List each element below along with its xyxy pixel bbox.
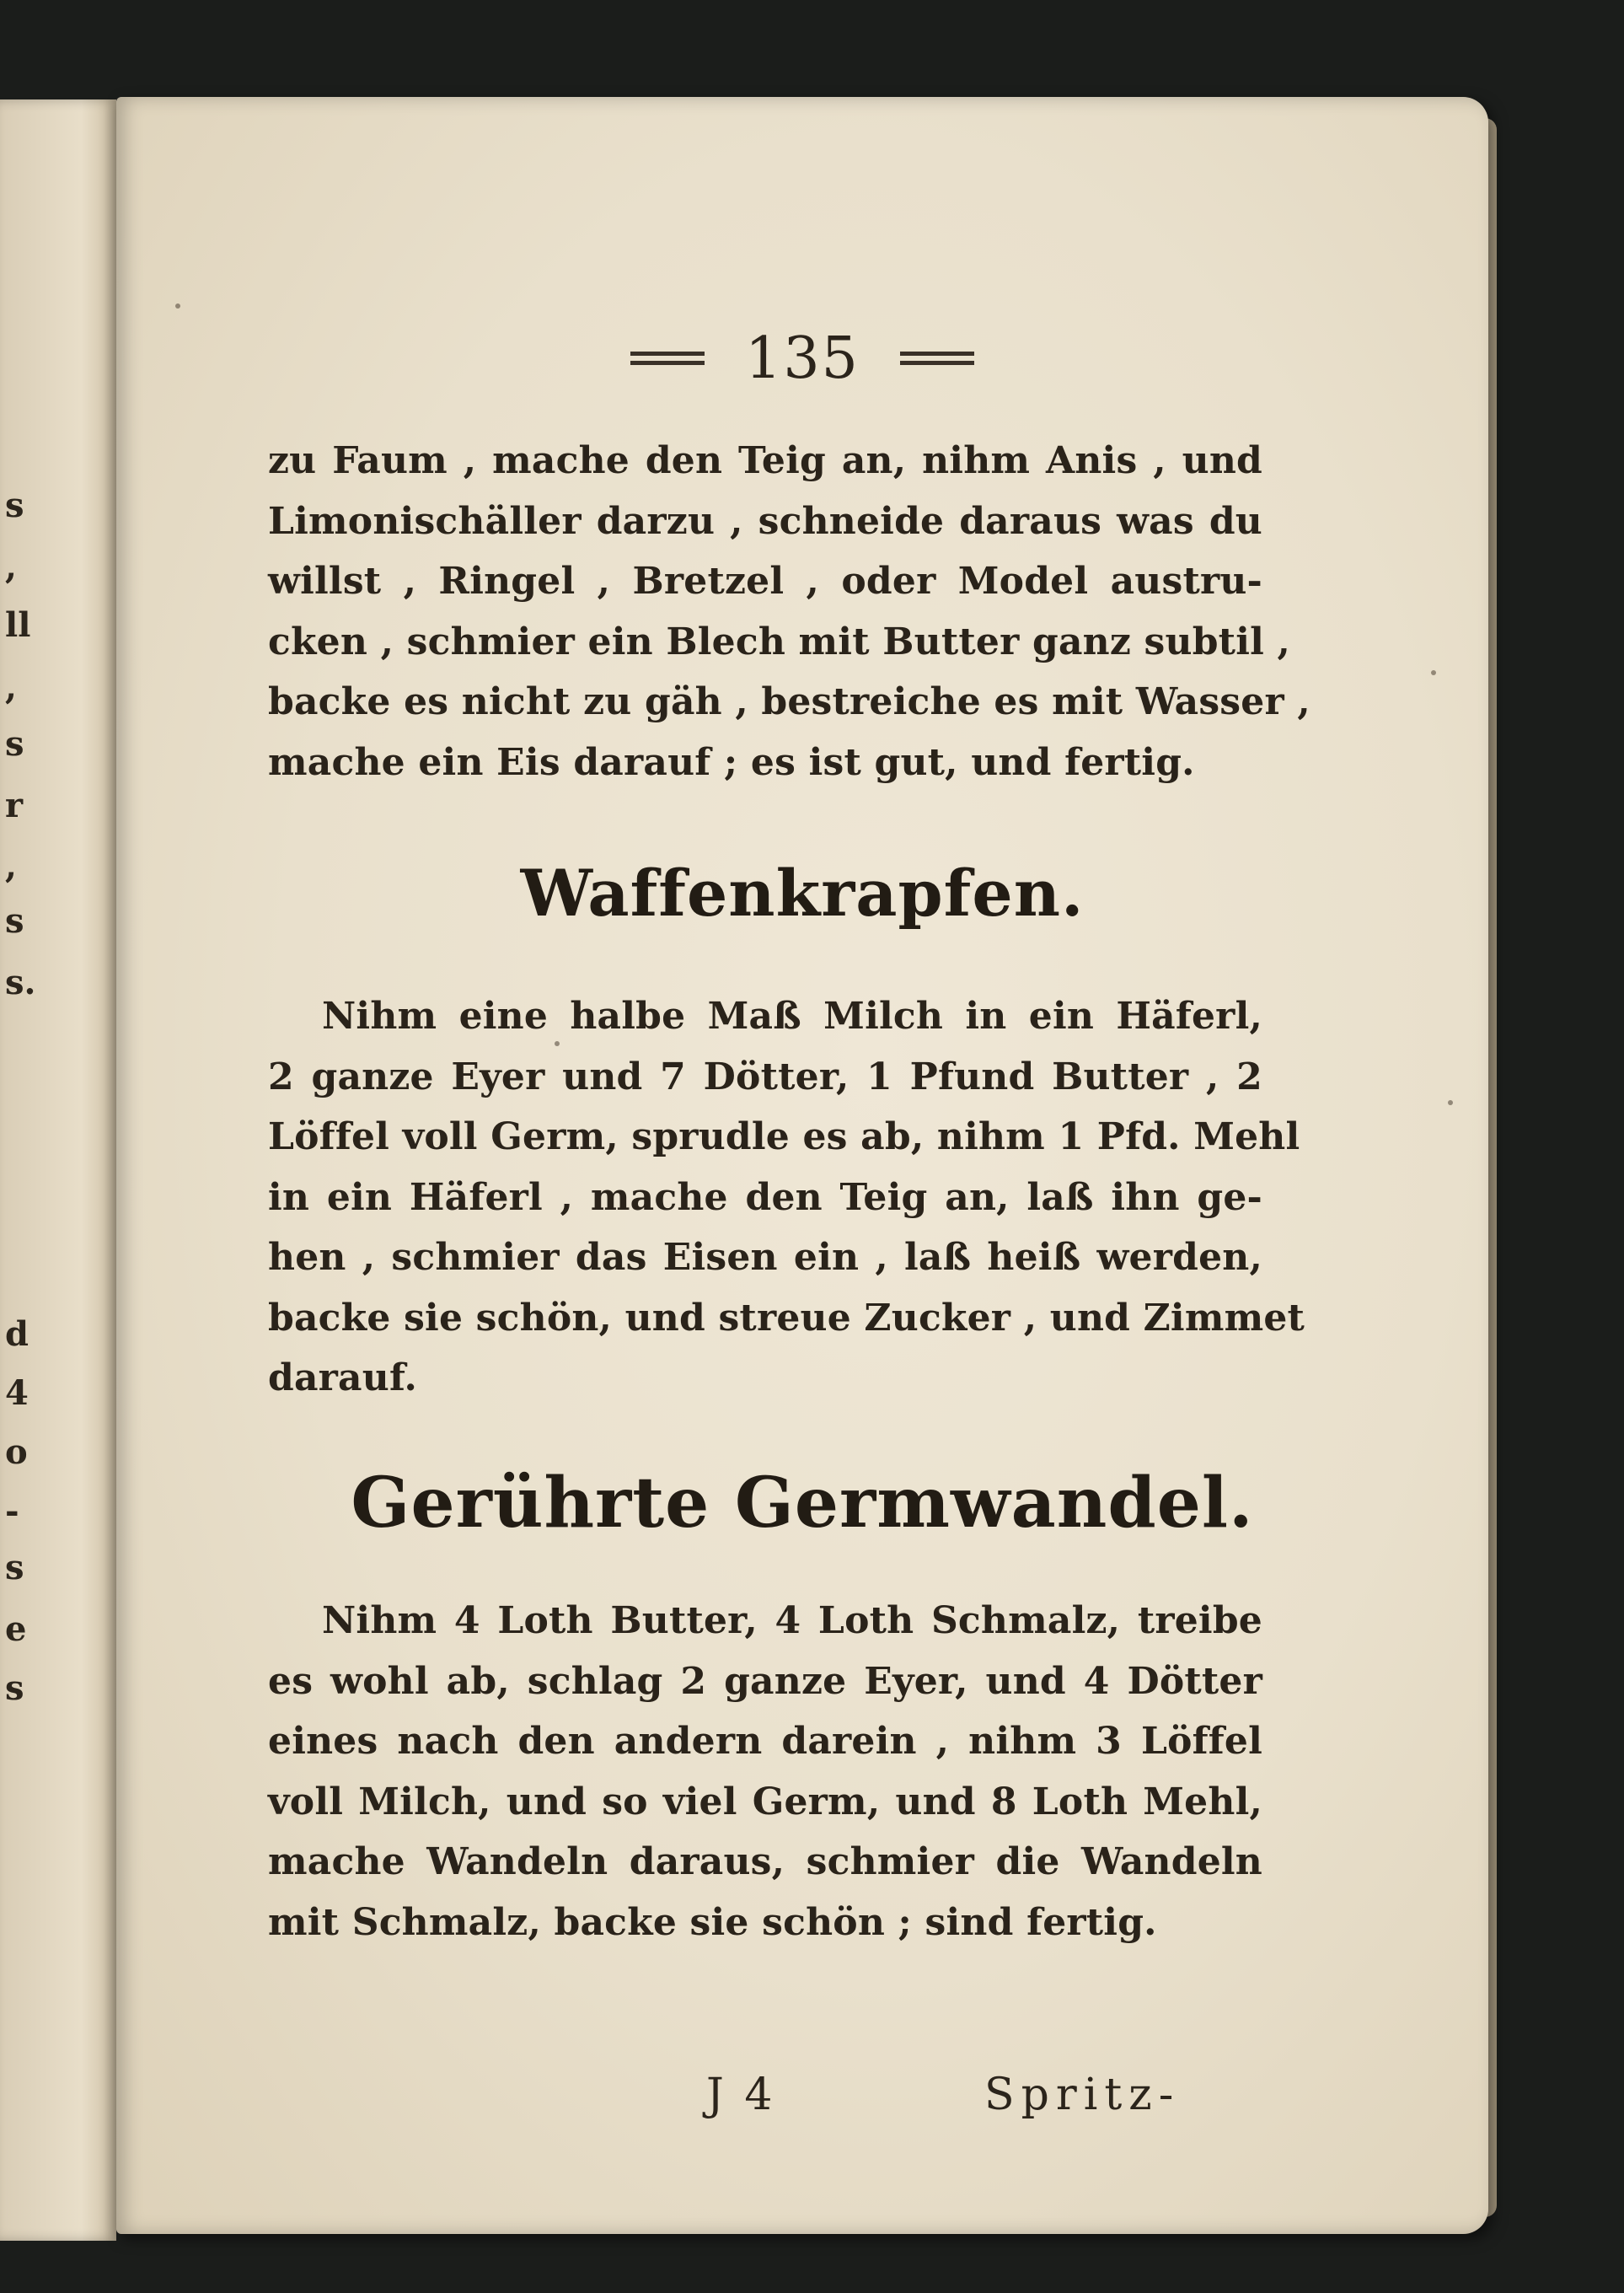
left-page-fragment: o bbox=[5, 1432, 28, 1472]
left-page-fragment: , bbox=[5, 668, 17, 707]
left-page-fragment: , bbox=[5, 547, 17, 587]
text-line: willst , Ringel , Bretzel , oder Model austru- bbox=[268, 560, 1262, 603]
left-page-fragment: s. bbox=[5, 963, 36, 1002]
text-line: Limonischäller darzu , schneide daraus was du bbox=[268, 499, 1262, 543]
left-page-fragment: d bbox=[5, 1314, 29, 1354]
recipe-paragraph bbox=[268, 986, 1305, 1409]
header-rule-left bbox=[630, 352, 705, 365]
paragraph-continuation bbox=[268, 431, 1310, 792]
text-line: backe sie schön, und streue Zucker , und Zimmet bbox=[268, 1296, 1305, 1340]
left-page-fragment: r bbox=[5, 786, 24, 825]
left-page-fragment: - bbox=[5, 1491, 19, 1531]
recipe-paragraph bbox=[268, 1591, 1262, 1952]
text-line: darauf. bbox=[268, 1356, 418, 1399]
text-line: hen , schmier das Eisen ein , laß heiß werden, bbox=[268, 1236, 1262, 1279]
signature-mark: J 4 bbox=[706, 2070, 776, 2120]
running-header bbox=[116, 325, 1488, 392]
book-page bbox=[116, 97, 1488, 2234]
text-line: eines nach den andern darein , nihm 3 Löffel bbox=[268, 1720, 1262, 1763]
text-line: Nihm eine halbe Maß Milch in ein Häferl, bbox=[322, 995, 1262, 1038]
catchword: Spritz- bbox=[984, 2070, 1181, 2120]
text-line: Nihm 4 Loth Butter, 4 Loth Schmalz, treibe bbox=[322, 1599, 1262, 1642]
text-line: mache Wandeln daraus, schmier die Wandeln bbox=[268, 1840, 1262, 1883]
text-line: mache ein Eis darauf ; es ist gut, und fertig. bbox=[268, 740, 1195, 784]
left-page-fragment: s bbox=[5, 1548, 24, 1587]
left-page-fragment: s bbox=[5, 486, 24, 525]
text-line: mit Schmalz, backe sie schön ; sind fertig. bbox=[268, 1900, 1157, 1944]
recipe-heading: Gerührte Germwandel. bbox=[351, 1463, 1254, 1544]
text-line: es wohl ab, schlag 2 ganze Eyer, und 4 Dötter bbox=[268, 1659, 1262, 1703]
text-line: backe es nicht zu gäh , bestreiche es mit Wasser , bbox=[268, 680, 1310, 723]
header-rule-right bbox=[900, 352, 974, 365]
page-number: 135 bbox=[745, 325, 860, 392]
text-line: in ein Häferl , mache den Teig an, laß ihn ge- bbox=[268, 1175, 1262, 1219]
left-page-fragment: ll bbox=[5, 605, 31, 645]
left-page-fragment: 4 bbox=[5, 1373, 29, 1413]
left-page-fragment: e bbox=[5, 1609, 27, 1649]
text-line: Löffel voll Germ, sprudle es ab, nihm 1 Pfd. Mehl bbox=[268, 1115, 1300, 1158]
left-page-fragment: s bbox=[5, 724, 24, 764]
left-page-fragment: s bbox=[5, 1668, 24, 1708]
text-line: voll Milch, und so viel Germ, und 8 Loth Mehl, bbox=[268, 1780, 1262, 1823]
left-page-fragment: , bbox=[5, 846, 17, 886]
left-page-fragment: s bbox=[5, 901, 24, 941]
text-line: 2 ganze Eyer und 7 Dötter, 1 Pfund Butter , 2 bbox=[268, 1055, 1262, 1098]
text-line: zu Faum , mache den Teig an, nihm Anis , und bbox=[268, 439, 1262, 482]
recipe-heading: Waffenkrapfen. bbox=[520, 856, 1085, 931]
left-page bbox=[0, 99, 116, 2241]
text-line: cken , schmier ein Blech mit Butter ganz subtil , bbox=[268, 620, 1291, 663]
